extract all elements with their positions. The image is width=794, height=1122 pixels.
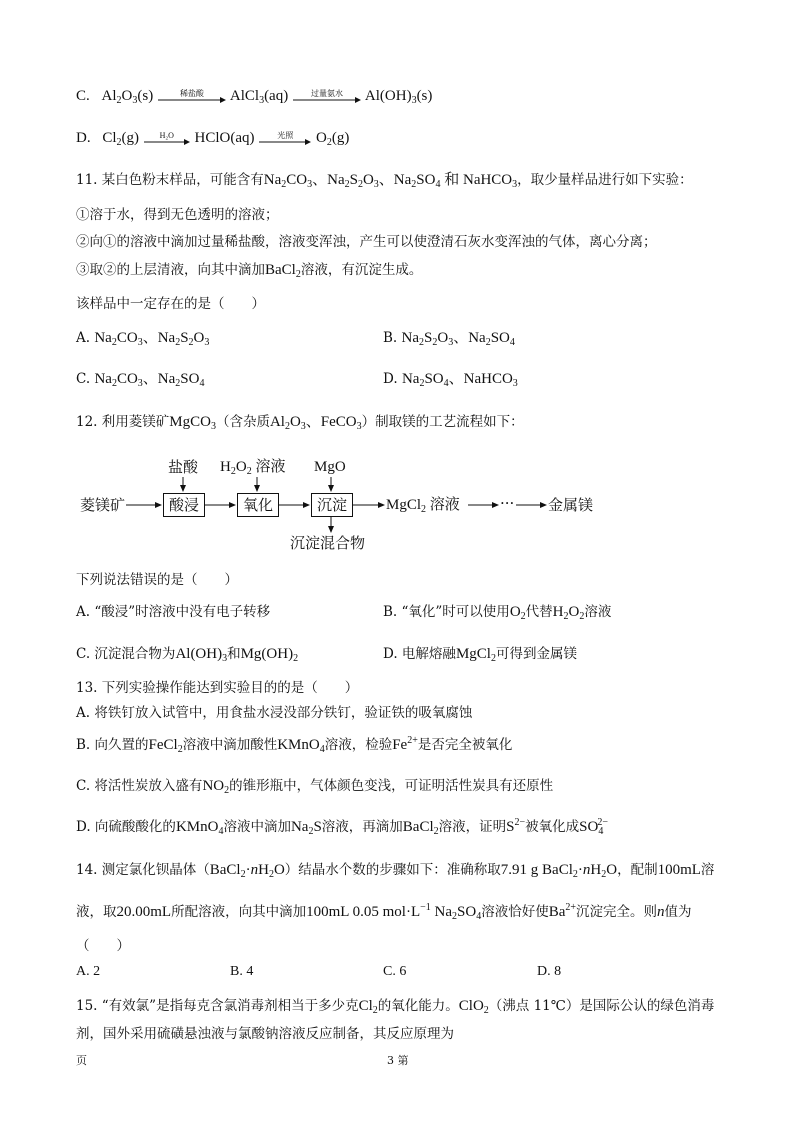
q14-option-b[interactable]: B. 4	[230, 964, 254, 979]
q14-answer-paren: （ ）	[76, 938, 130, 954]
q13-option-b[interactable]: B. 向久置的FeCl$_2$溶液中滴加酸性KMnO$_4$溶液，检验$Fe^{2+}$是否完全被氧化	[76, 735, 513, 755]
q11-step-2: ②向①的溶液中滴加过量稀盐酸，溶液变浑浊，产生可以使澄清石灰水变浑浊的气体，离心分离；	[76, 234, 657, 250]
step-acid-leach: 酸浸	[163, 493, 205, 517]
ellipsis: ···	[500, 494, 515, 512]
formula: $O_2(g)$	[316, 130, 350, 148]
q12-option-b[interactable]: B. “氧化”时可以使用$O_2$代替$H_2O_2$溶液	[383, 604, 612, 622]
q13-option-c[interactable]: C. 将活性炭放入盛有$NO_2$的锥形瓶中，气体颜色变浅，可证明活性炭具有还原性	[76, 778, 554, 796]
q12-option-a[interactable]: A. “酸浸”时溶液中没有电子转移	[76, 604, 271, 620]
q13-option-d[interactable]: D. 向硫酸酸化的KMnO$_4$溶液中滴加$Na_2S$溶液，再滴加BaCl$_2$溶液，证明$S^{2-}$被氧化成$SO_4^{2-}$	[76, 817, 608, 837]
step-precipitation: 沉淀	[311, 493, 353, 517]
q13-option-a[interactable]: A. 将铁钉放入试管中，用食盐水浸没部分铁钉，验证铁的吸氧腐蚀	[76, 705, 473, 721]
reagent-mgo: MgO	[314, 459, 346, 475]
formula: $Al(OH)_3(s)$	[364, 88, 433, 106]
q14-option-d[interactable]: D. 8	[537, 964, 562, 979]
q14-option-a[interactable]: A. 2	[76, 964, 101, 979]
formula: HClO(aq)	[194, 130, 255, 146]
q14-option-c[interactable]: C. 6	[383, 964, 407, 979]
option-label: C.	[76, 88, 90, 104]
reagent-hcl: 盐酸	[168, 458, 199, 476]
q11-option-c[interactable]: C. $Na_2CO_3$、$Na_2SO_4$	[76, 371, 205, 389]
formula: $Al_2O_3(s)$	[101, 88, 154, 106]
reagent-h2o2: $H_2O_2$ 溶液	[220, 459, 286, 477]
q14-stem-line-1: 14. 测定氯化钡晶体$(BaCl_2\cdot nH_2O)$结晶水个数的步骤如下：准确称取7.91 g $BaCl_2\cdot nH_2O$，配制100mL溶	[76, 862, 715, 880]
q12-option-c[interactable]: C. 沉淀混合物为$Al(OH)_3$和$Mg(OH)_2$	[76, 646, 299, 664]
step-oxidation: 氧化	[237, 493, 279, 517]
q12-option-d[interactable]: D. 电解熔融MgCl$_2$可得到金属镁	[383, 646, 577, 664]
formula: AlCl$_3$(aq)	[229, 88, 289, 106]
arrow-condition: 稀盐酸	[179, 88, 204, 98]
q14-stem-line-2: 液，取20.00mL所配溶液，向其中滴加100mL 0.05 $mol\cdot L^{-1}$ $Na_2SO_4$溶液恰好使$Ba^{2+}$沉淀完全。则n值为	[76, 902, 692, 922]
q11-option-d[interactable]: D. $Na_2SO_4$、NaHCO$_3$	[383, 371, 518, 389]
raw-material: 菱镁矿	[80, 496, 126, 514]
q12-stem: 12. 利用菱镁矿MgCO$_3$（含杂质$Al_2O_3$、FeCO$_3$）制取镁的工艺流程如下：	[76, 414, 524, 432]
arrow-condition: H₂O	[159, 130, 174, 140]
option-label: D.	[76, 130, 91, 146]
q11-option-b[interactable]: B. $Na_2S_2O_3$、$Na_2SO_4$	[383, 330, 515, 348]
q15-stem-line-2: 剂，国外采用硫磺悬浊液与氯酸钠溶液反应制备，其反应原理为	[76, 1026, 454, 1042]
footer-page-number: 3 第	[387, 1054, 409, 1067]
q11-step-1: ①溶于水，得到无色透明的溶液；	[76, 207, 279, 223]
q12-question: 下列说法错误的是（ ）	[76, 572, 238, 588]
q15-stem-line-1: 15. “有效氯”是指每克含氯消毒剂相当于多少克$Cl_2$的氧化能力。ClO$_2$（沸点 11℃）是国际公认的绿色消毒	[76, 998, 715, 1016]
arrow-condition: 光照	[277, 130, 294, 140]
q13-stem: 13. 下列实验操作能达到实验目的的是（ ）	[76, 680, 359, 696]
byproduct: 沉淀混合物	[290, 534, 366, 552]
final-product: 金属镁	[548, 496, 594, 514]
q11-stem: 11. 某白色粉末样品，可能含有$Na_2CO_3$、$Na_2S_2O_3$、$Na_2SO_4$ 和 NaHCO$_3$，取少量样品进行如下实验：	[76, 172, 693, 190]
intermediate-mgcl2: MgCl$_2$ 溶液	[386, 497, 460, 515]
q11-option-a[interactable]: A. $Na_2CO_3$、$Na_2S_2O_3$	[76, 330, 210, 348]
footer-page-label: 页	[76, 1054, 87, 1067]
arrow-condition: 过量氨水	[310, 88, 343, 98]
q11-step-3: ③取②的上层清液，向其中滴加BaCl$_2$溶液，有沉淀生成。	[76, 262, 423, 280]
formula: $Cl_2(g)$	[102, 130, 140, 148]
q11-question: 该样品中一定存在的是（ ）	[76, 296, 265, 312]
